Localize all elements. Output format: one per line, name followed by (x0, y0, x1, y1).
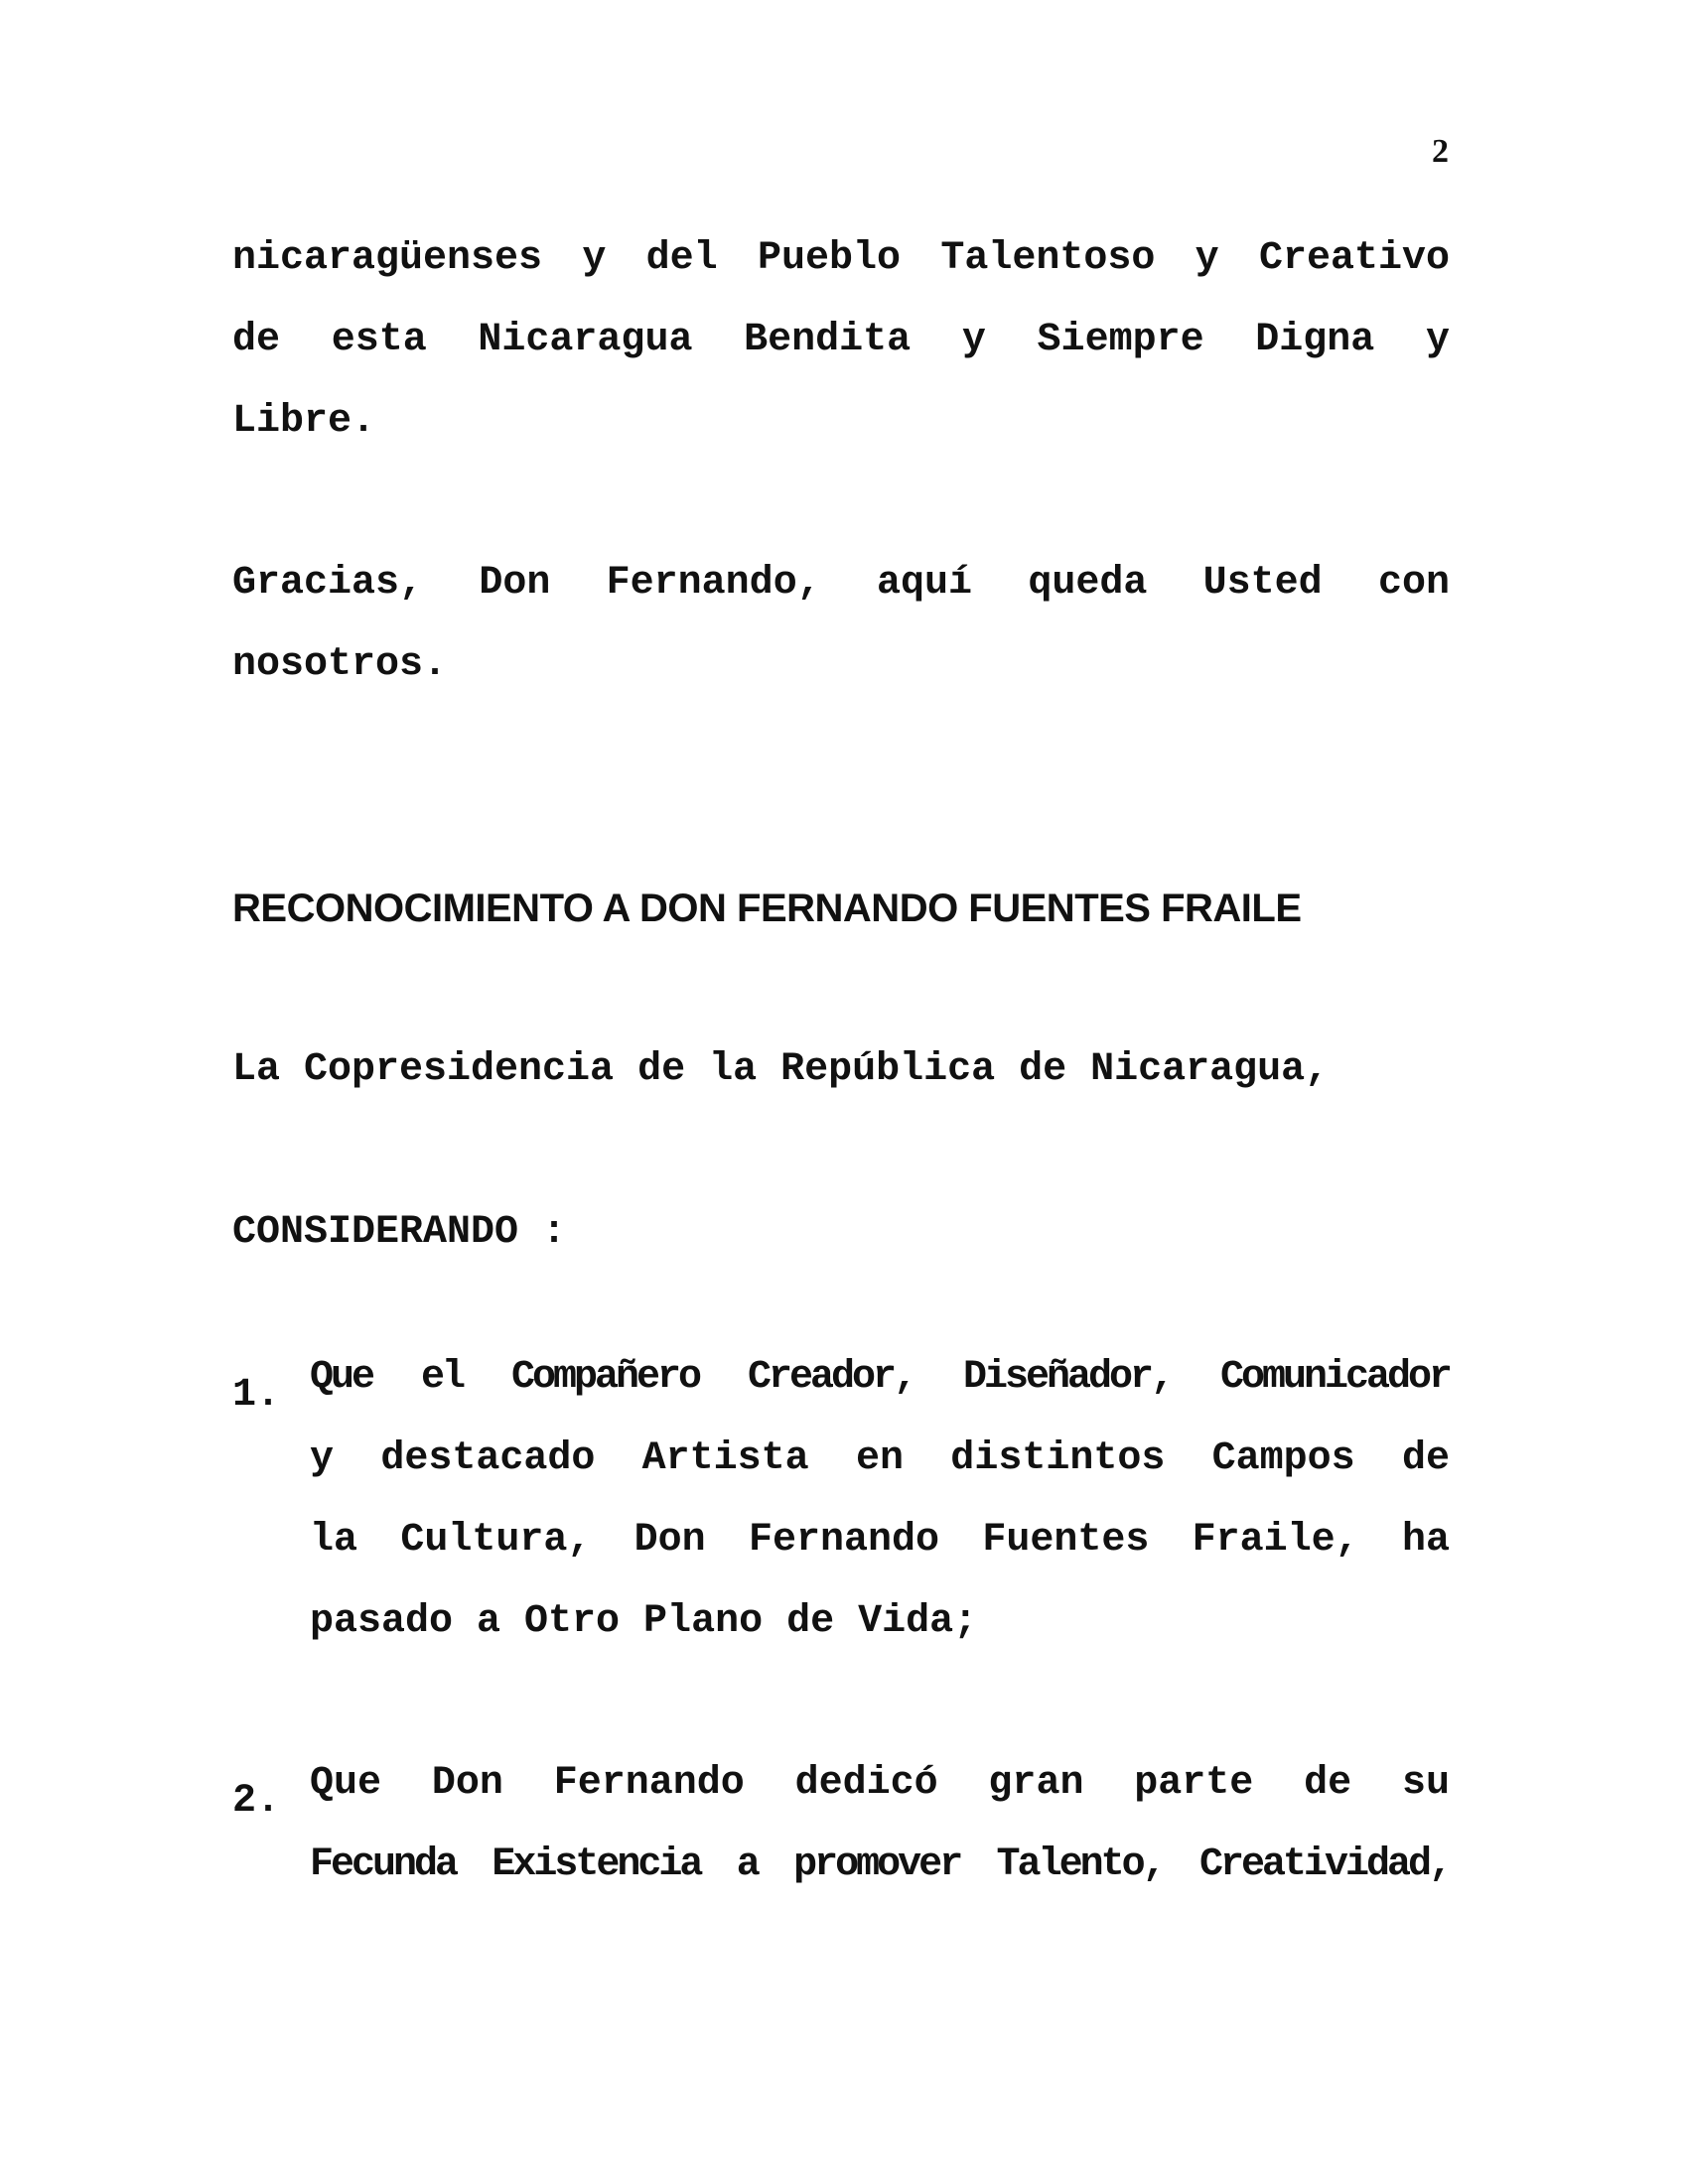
thanks-line-1: Gracias, Don Fernando, aquí queda Usted con (232, 561, 1450, 606)
item-line: la Cultura, Don Fernando Fuentes Fraile, ha (310, 1518, 1450, 1563)
item-line: Fecunda Existencia a promover Talento, Creatividad, (310, 1843, 1450, 1887)
item-line: pasado a Otro Plano de Vida; (310, 1599, 978, 1644)
page-number: 2 (1432, 133, 1449, 170)
intro-line-1: nicaragüenses y del Pueblo Talentoso y Creativo (232, 236, 1450, 281)
intro-paragraph (232, 218, 1450, 463)
intro-line-2: de esta Nicaragua Bendita y Siempre Digna y (232, 318, 1450, 362)
document-heading: RECONOCIMIENTO A DON FERNANDO FUENTES FRAILE (232, 887, 1302, 930)
thanks-paragraph (232, 543, 1450, 706)
considerando-label: CONSIDERANDO : (232, 1210, 567, 1255)
item-line: Que el Compañero Creador, Diseñador, Comunicador (310, 1355, 1450, 1400)
item-body (310, 1761, 1450, 1924)
intro-line-3: Libre. (232, 399, 376, 444)
item-body (310, 1355, 1450, 1681)
item-number: 1. (232, 1373, 281, 1418)
thanks-line-2: nosotros. (232, 642, 448, 687)
item-line: y destacado Artista en distintos Campos de (310, 1436, 1450, 1481)
issuer-line: La Copresidencia de la República de Nicaragua, (232, 1047, 1330, 1092)
item-number: 2. (232, 1779, 281, 1824)
item-line: Que Don Fernando dedicó gran parte de su (310, 1761, 1450, 1806)
